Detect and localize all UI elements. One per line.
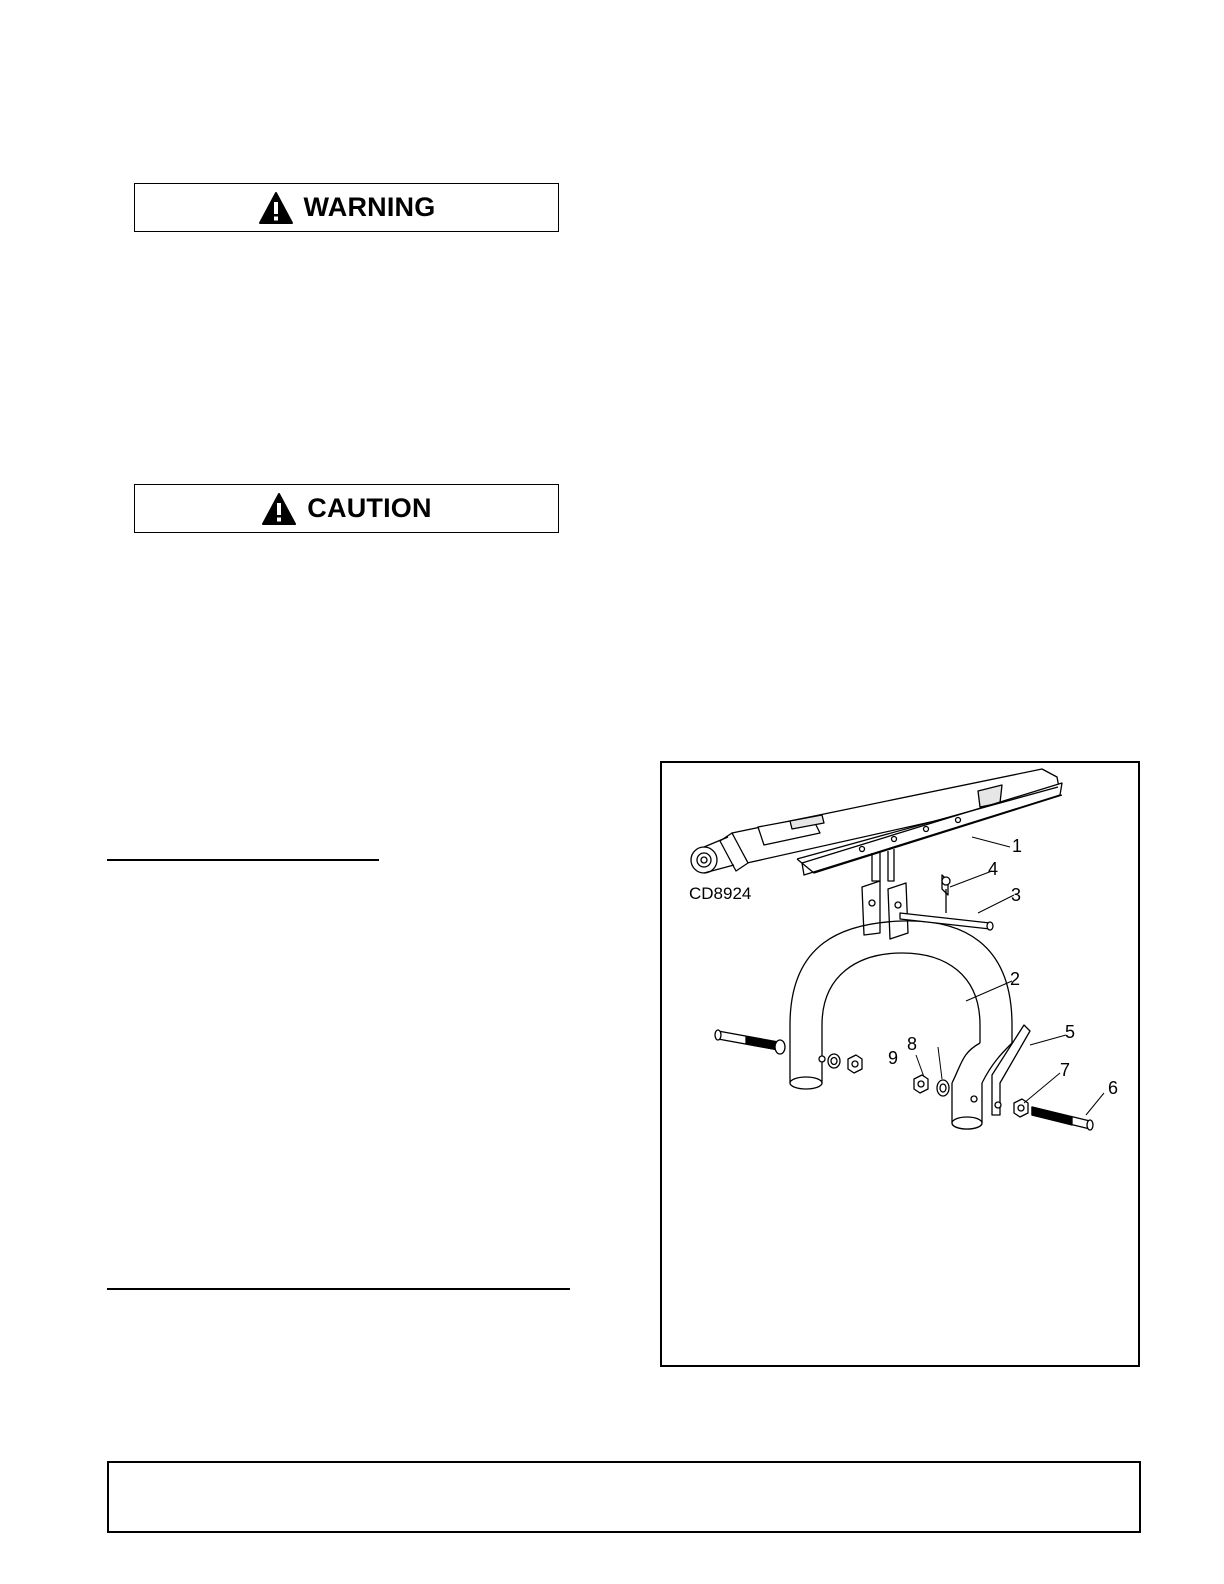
section-heading-rule-1 [107, 859, 379, 861]
left-bolt-assembly [715, 1030, 862, 1073]
alert-triangle-icon [261, 492, 297, 526]
callout-5: 5 [1065, 1022, 1076, 1042]
callout-6: 6 [1108, 1078, 1119, 1098]
section-heading-rule-2 [107, 1288, 570, 1290]
figure-frame [660, 761, 1140, 1367]
callout-4: 4 [988, 859, 999, 879]
callout-9: 9 [888, 1048, 899, 1068]
warning-signal-box [134, 183, 559, 232]
caution-signal-box [134, 484, 559, 533]
warning-label: WARNING [303, 192, 436, 222]
callout-7: 7 [1060, 1060, 1071, 1080]
callout-3: 3 [1011, 885, 1022, 905]
footer-box [107, 1461, 1141, 1533]
figure-code: CD8924 [689, 884, 752, 903]
callout-8: 8 [907, 1034, 918, 1054]
hanger-bracket [862, 849, 908, 939]
assembly-diagram [662, 763, 1142, 1369]
beam-part [691, 769, 1062, 875]
arch-part [790, 921, 1012, 1129]
caution-label: CAUTION [307, 493, 432, 523]
alert-triangle-icon [258, 191, 294, 225]
callout-1: 1 [1012, 836, 1023, 856]
right-bolt-assembly [992, 1025, 1093, 1130]
callout-2: 2 [1010, 969, 1021, 989]
pin-part [900, 875, 993, 930]
